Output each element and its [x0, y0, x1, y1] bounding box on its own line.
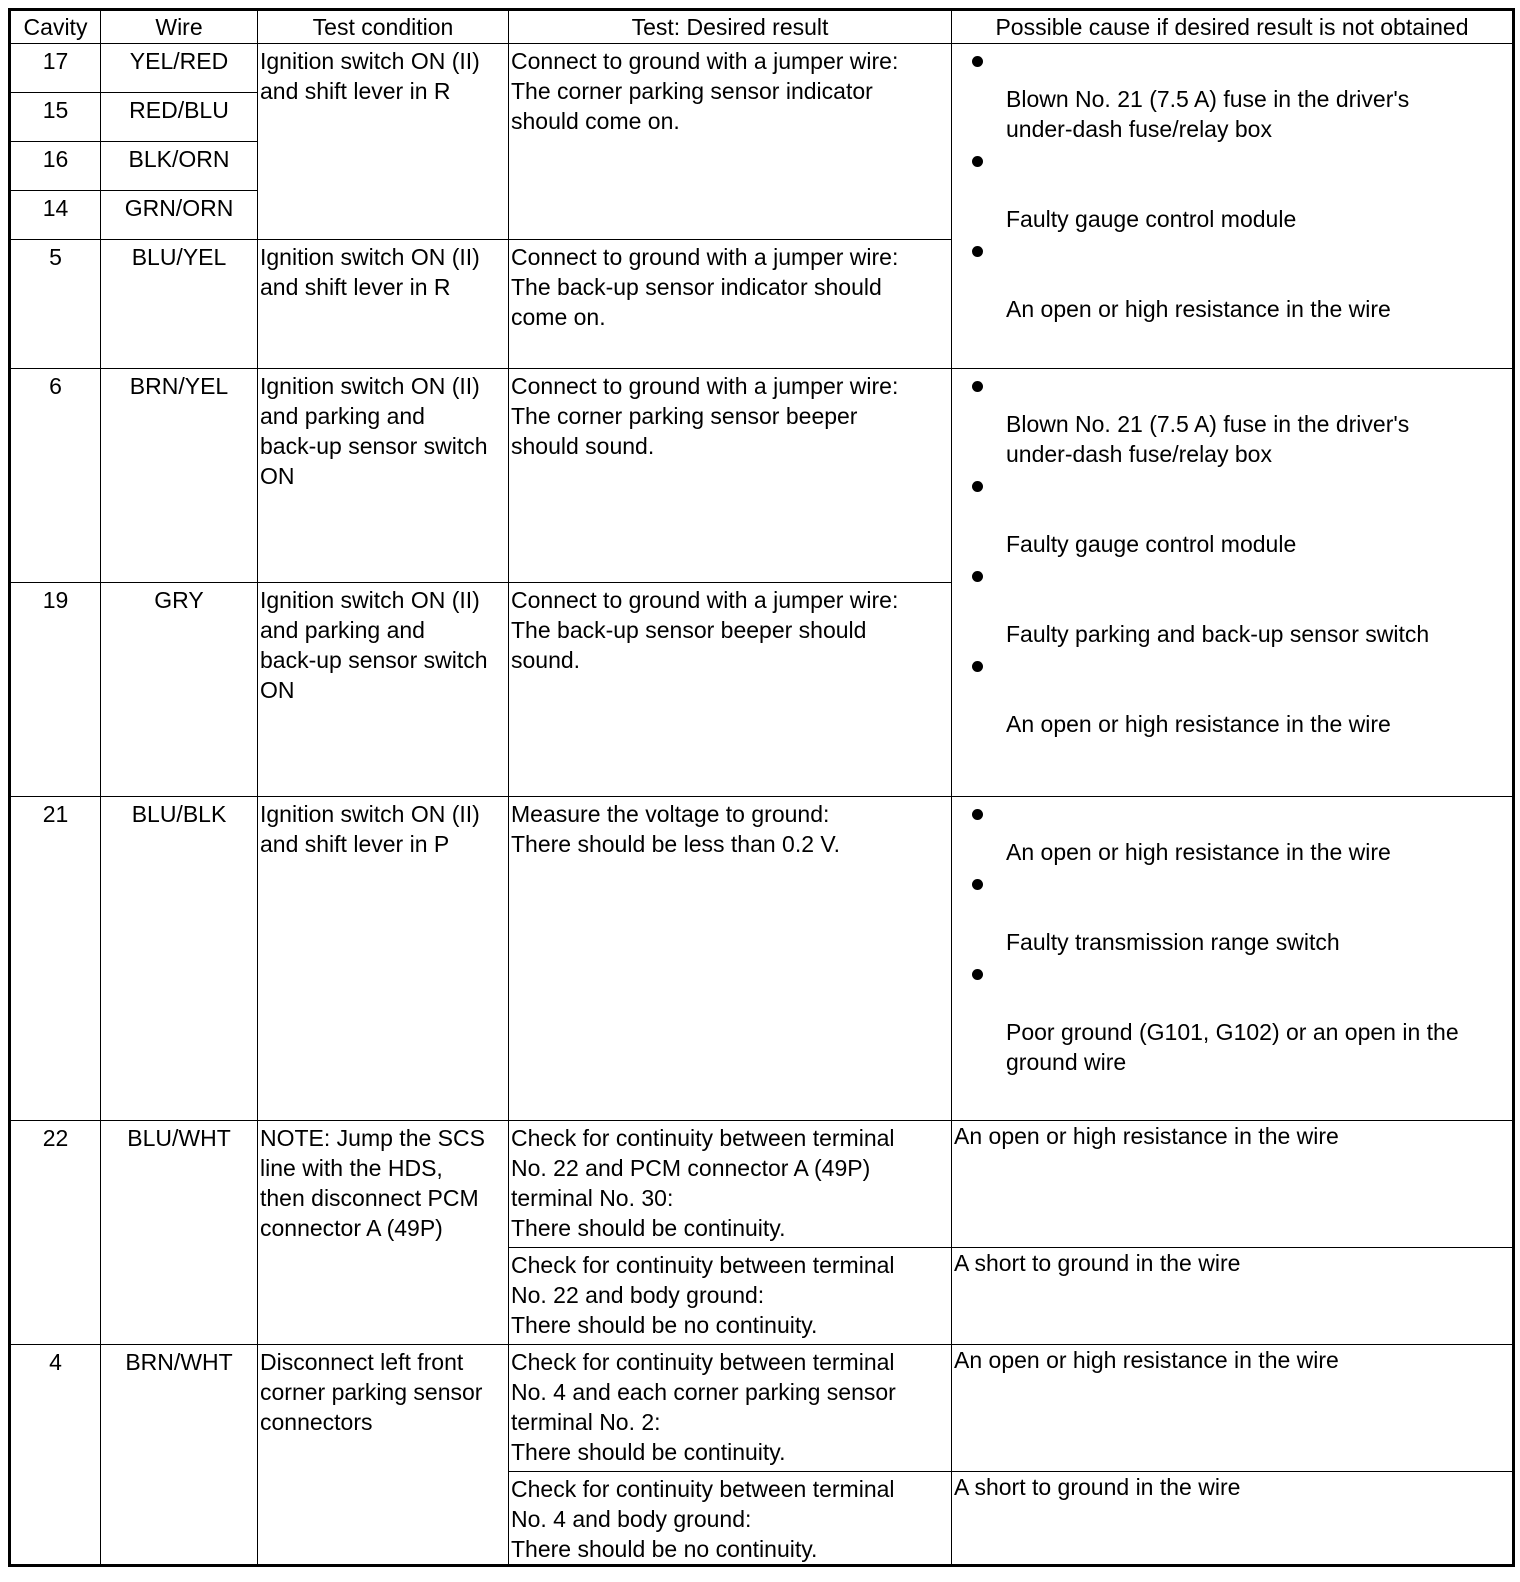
cause-text: Faulty transmission range switch	[1006, 929, 1340, 955]
desired-result-cell: Connect to ground with a jumper wire: The corner parking sensor indicator should come on.	[509, 44, 952, 240]
table-row	[10, 44, 1514, 93]
table-row	[10, 797, 1514, 1121]
bullet-icon	[972, 969, 983, 980]
cavity-cell: 16	[10, 142, 101, 191]
cause-item	[954, 867, 1510, 957]
cause-item	[954, 559, 1510, 649]
possible-cause-cell: A short to ground in the wire	[952, 1248, 1514, 1345]
cavity-cell: 22	[10, 1121, 101, 1345]
header-test-condition: Test condition	[258, 10, 509, 44]
possible-cause-cell: An open or high resistance in the wire	[952, 1345, 1514, 1472]
bullet-icon	[972, 56, 983, 67]
cause-item	[954, 649, 1510, 739]
desired-result-cell: Connect to ground with a jumper wire: The back-up sensor beeper should sound.	[509, 583, 952, 797]
wire-cell: BLU/BLK	[101, 797, 258, 1121]
table-row	[10, 1345, 1514, 1472]
desired-result-cell: Check for continuity between terminal No. 22 and PCM connector A (49P) terminal No. 30: There should be continuity.	[509, 1121, 952, 1248]
cause-text: An open or high resistance in the wire	[1006, 711, 1391, 737]
cavity-cell: 17	[10, 44, 101, 93]
cause-text: Blown No. 21 (7.5 A) fuse in the driver's under-dash fuse/relay box	[1006, 86, 1410, 142]
wire-cell: GRN/ORN	[101, 191, 258, 240]
desired-result-cell: Connect to ground with a jumper wire: The corner parking sensor beeper should sound.	[509, 369, 952, 583]
wire-cell: BLK/ORN	[101, 142, 258, 191]
cause-text: Faulty gauge control module	[1006, 531, 1297, 557]
wire-cell: BLU/YEL	[101, 240, 258, 369]
cause-text: An open or high resistance in the wire	[1006, 296, 1391, 322]
header-desired-result: Test: Desired result	[509, 10, 952, 44]
wire-cell: BLU/WHT	[101, 1121, 258, 1345]
cause-text: An open or high resistance in the wire	[1006, 839, 1391, 865]
cause-item	[954, 144, 1510, 234]
header-row	[10, 10, 1514, 44]
bullet-icon	[972, 156, 983, 167]
test-condition-cell: Ignition switch ON (II) and shift lever in P	[258, 797, 509, 1121]
cause-list	[954, 369, 1510, 739]
possible-cause-cell	[952, 369, 1514, 797]
cause-text: Poor ground (G101, G102) or an open in the ground wire	[1006, 1019, 1459, 1075]
cause-list	[954, 44, 1510, 324]
cause-text: Blown No. 21 (7.5 A) fuse in the driver's under-dash fuse/relay box	[1006, 411, 1410, 467]
wiring-test-table	[8, 8, 1515, 1567]
cause-text: Faulty gauge control module	[1006, 206, 1297, 232]
desired-result-cell: Connect to ground with a jumper wire: The back-up sensor indicator should come on.	[509, 240, 952, 369]
bullet-icon	[972, 809, 983, 820]
wire-cell: GRY	[101, 583, 258, 797]
possible-cause-cell: A short to ground in the wire	[952, 1472, 1514, 1566]
bullet-icon	[972, 879, 983, 890]
cavity-cell: 15	[10, 93, 101, 142]
cavity-cell: 21	[10, 797, 101, 1121]
cavity-cell: 4	[10, 1345, 101, 1566]
wire-cell: YEL/RED	[101, 44, 258, 93]
desired-result-cell: Measure the voltage to ground: There should be less than 0.2 V.	[509, 797, 952, 1121]
wire-cell: BRN/YEL	[101, 369, 258, 583]
wire-cell: RED/BLU	[101, 93, 258, 142]
test-condition-cell: NOTE: Jump the SCS line with the HDS, then disconnect PCM connector A (49P)	[258, 1121, 509, 1345]
bullet-icon	[972, 481, 983, 492]
table-row	[10, 369, 1514, 583]
bullet-icon	[972, 246, 983, 257]
wire-cell: BRN/WHT	[101, 1345, 258, 1566]
cause-item	[954, 957, 1510, 1077]
desired-result-cell: Check for continuity between terminal No. 22 and body ground: There should be no continuity.	[509, 1248, 952, 1345]
cause-item	[954, 369, 1510, 469]
desired-result-cell: Check for continuity between terminal No. 4 and body ground: There should be no continuity.	[509, 1472, 952, 1566]
cavity-cell: 5	[10, 240, 101, 369]
cause-item	[954, 44, 1510, 144]
cavity-cell: 14	[10, 191, 101, 240]
possible-cause-cell	[952, 797, 1514, 1121]
cavity-cell: 6	[10, 369, 101, 583]
bullet-icon	[972, 571, 983, 582]
header-wire: Wire	[101, 10, 258, 44]
cause-item	[954, 234, 1510, 324]
cause-item	[954, 797, 1510, 867]
possible-cause-cell: An open or high resistance in the wire	[952, 1121, 1514, 1248]
test-condition-cell: Ignition switch ON (II) and parking and back-up sensor switch ON	[258, 583, 509, 797]
desired-result-cell: Check for continuity between terminal No. 4 and each corner parking sensor terminal No. 2: There should be continuity.	[509, 1345, 952, 1472]
possible-cause-cell	[952, 44, 1514, 369]
test-condition-cell: Disconnect left front corner parking sensor connectors	[258, 1345, 509, 1566]
cause-text: Faulty parking and back-up sensor switch	[1006, 621, 1430, 647]
cause-item	[954, 469, 1510, 559]
table-row	[10, 1121, 1514, 1248]
test-condition-cell: Ignition switch ON (II) and shift lever in R	[258, 240, 509, 369]
bullet-icon	[972, 381, 983, 392]
header-cavity: Cavity	[10, 10, 101, 44]
test-condition-cell: Ignition switch ON (II) and parking and back-up sensor switch ON	[258, 369, 509, 583]
header-possible-cause: Possible cause if desired result is not obtained	[952, 10, 1514, 44]
cause-list	[954, 797, 1510, 1077]
test-condition-cell: Ignition switch ON (II) and shift lever in R	[258, 44, 509, 240]
cavity-cell: 19	[10, 583, 101, 797]
bullet-icon	[972, 661, 983, 672]
